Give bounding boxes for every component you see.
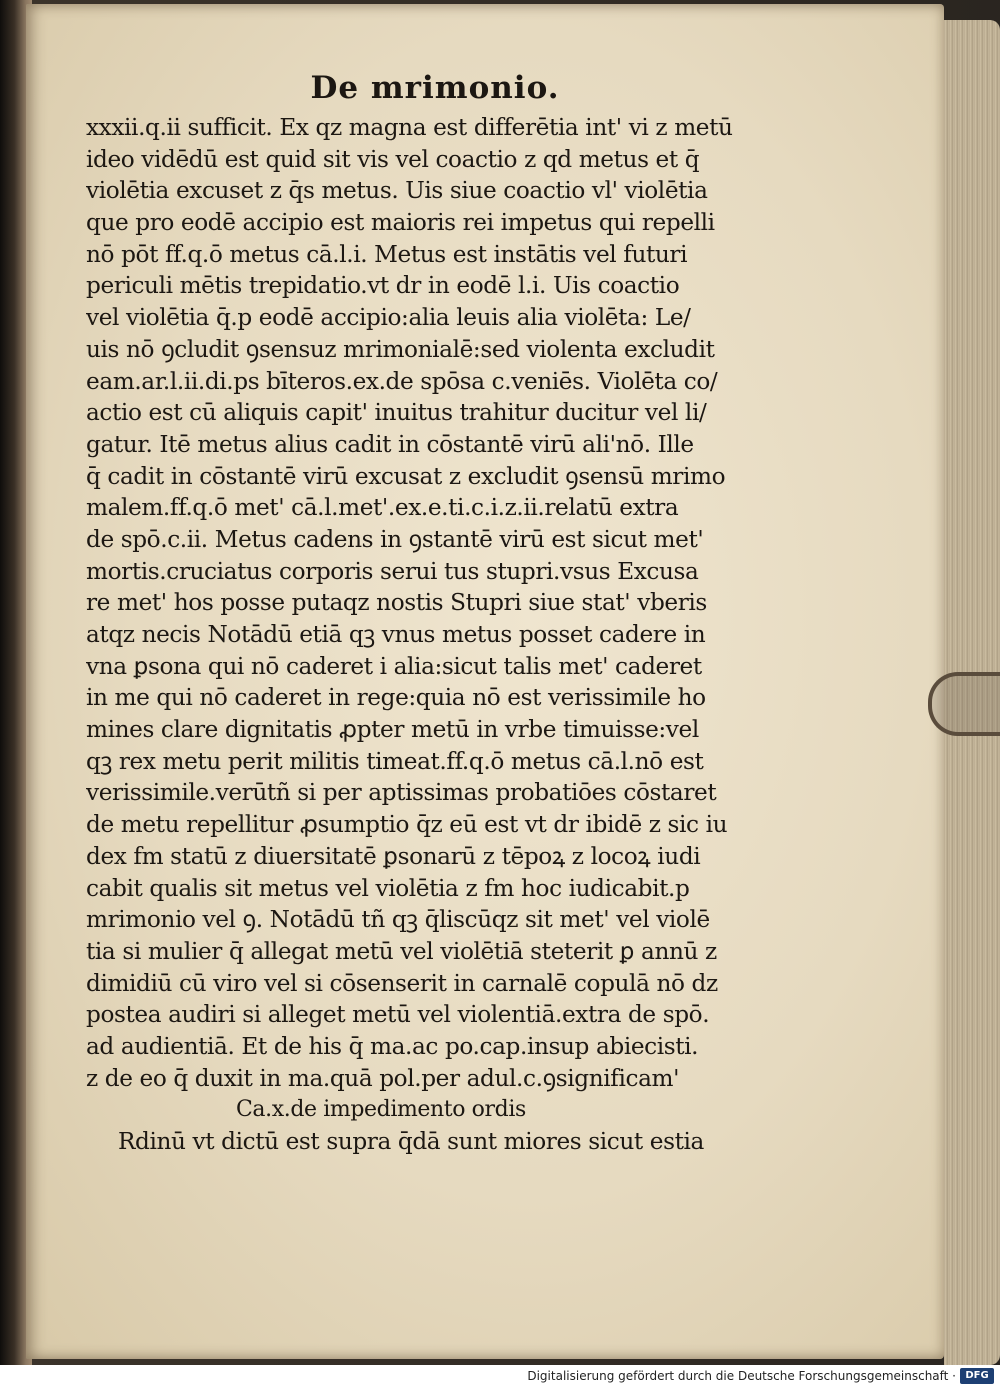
text-line: mines clare dignitatis ꝓpter metū in vrbe timuisse:vel xyxy=(86,716,699,744)
text-line: cabit qualis sit metus vel violētia z fm hoc iudicabit.p xyxy=(86,874,690,902)
page-text xyxy=(86,70,746,1158)
text-line: ideo vidēdū est quid sit vis vel coactio z qd metus et q̄ xyxy=(86,145,700,173)
text-line: qꝫ rex metu perit militis timeat.ff.q.ō metus cā.l.nō est xyxy=(86,747,704,775)
text-line: postea audiri si alleget metū vel violentiā.extra de spō. xyxy=(86,1001,710,1029)
text-line: dimidiū cū viro vel si cōsenserit in carnalē copulā nō dz xyxy=(86,969,718,997)
text-line: in me qui nō caderet in rege:quia nō est verissimile ho xyxy=(86,684,706,712)
text-line: uis nō ꝯcludit ꝯsensuz mrimonialē:sed violenta excludit xyxy=(86,335,715,363)
text-line: periculi mētis trepidatio.vt dr in eodē l.i. Uis coactio xyxy=(86,272,680,300)
text-line: que pro eodē accipio est maioris rei impetus qui repelli xyxy=(86,209,715,237)
text-line: re met' hos posse putaqz nostis Stupri siue stat' vberis xyxy=(86,589,707,617)
text-line: malem.ff.q.ō met' cā.l.met'.ex.e.ti.c.i.z.ii.relatū extra xyxy=(86,494,679,522)
footer-bar xyxy=(0,1365,1000,1388)
text-line: de metu repellitur ꝓsumptio q̄z eū est vt dr ibidē z sic iu xyxy=(86,811,728,839)
text-line: vel violētia q̄.p eodē accipio:alia leuis alia violēta: Le/ xyxy=(86,304,691,332)
chapter-title: Ca.x.de impedimento ordis xyxy=(236,1097,526,1123)
text-line: q̄ cadit in cōstantē virū excusat z excludit ꝯsensū mrimo xyxy=(86,462,726,490)
chapter-first-line: Rdinū vt dictū est supra q̄dā sunt miores sicut estia xyxy=(118,1128,704,1155)
text-line: eam.ar.l.ii.di.ps bīteros.ex.de spōsa c.veniēs. Violēta co/ xyxy=(86,367,718,395)
text-line: mrimonio vel ꝯ. Notādū tñ qꝫ q̄liscūqz sit met' vel violē xyxy=(86,906,710,934)
text-line: gatur. Itē metus alius cadit in cōstantē virū ali'nō. Ille xyxy=(86,430,694,458)
text-line: de spō.c.ii. Metus cadens in ꝯstantē virū est sicut met' xyxy=(86,525,704,553)
text-line: dex fm statū z diuersitatē ꝑsonarū z tēpoꝝ z locoꝝ iudi xyxy=(86,842,701,870)
text-line: ad audientiā. Et de his q̄ ma.ac po.cap.insup abiecisti. xyxy=(86,1032,699,1060)
text-line: verissimile.verūtñ si per aptissimas probatiōes cōstaret xyxy=(86,779,717,807)
text-lines xyxy=(86,112,746,1094)
text-line: atqz necis Notādū etiā qꝫ vnus metus posset cadere in xyxy=(86,621,706,648)
dfg-logo: DFG xyxy=(960,1368,994,1384)
page-heading: De mrimonio. xyxy=(310,70,560,106)
text-line: nō pōt ff.q.ō metus cā.l.i. Metus est instātis vel futuri xyxy=(86,240,688,268)
footer-credit: Digitalisierung gefördert durch die Deutsche Forschungsgemeinschaft · xyxy=(527,1369,956,1383)
text-line: actio est cū aliquis capit' inuitus trahitur ducitur vel li/ xyxy=(86,399,707,427)
text-line: xxxii.q.ii sufficit. Ex qz magna est differētia int' vi z metū xyxy=(86,114,733,141)
text-line: tia si mulier q̄ allegat metū vel violētiā steterit ꝑ annū z xyxy=(86,937,717,965)
book-clasp xyxy=(928,672,1000,736)
text-line: violētia excuset z q̄s metus. Uis siue coactio vl' violētia xyxy=(86,177,708,205)
text-line: vna ꝑsona qui nō caderet i alia:sicut talis met' caderet xyxy=(86,652,702,680)
text-line: z de eo q̄ duxit in ma.quā pol.per adul.c.ꝯsignificam' xyxy=(86,1064,680,1092)
text-line: mortis.cruciatus corporis serui tus stupri.vsus Excusa xyxy=(86,557,699,585)
